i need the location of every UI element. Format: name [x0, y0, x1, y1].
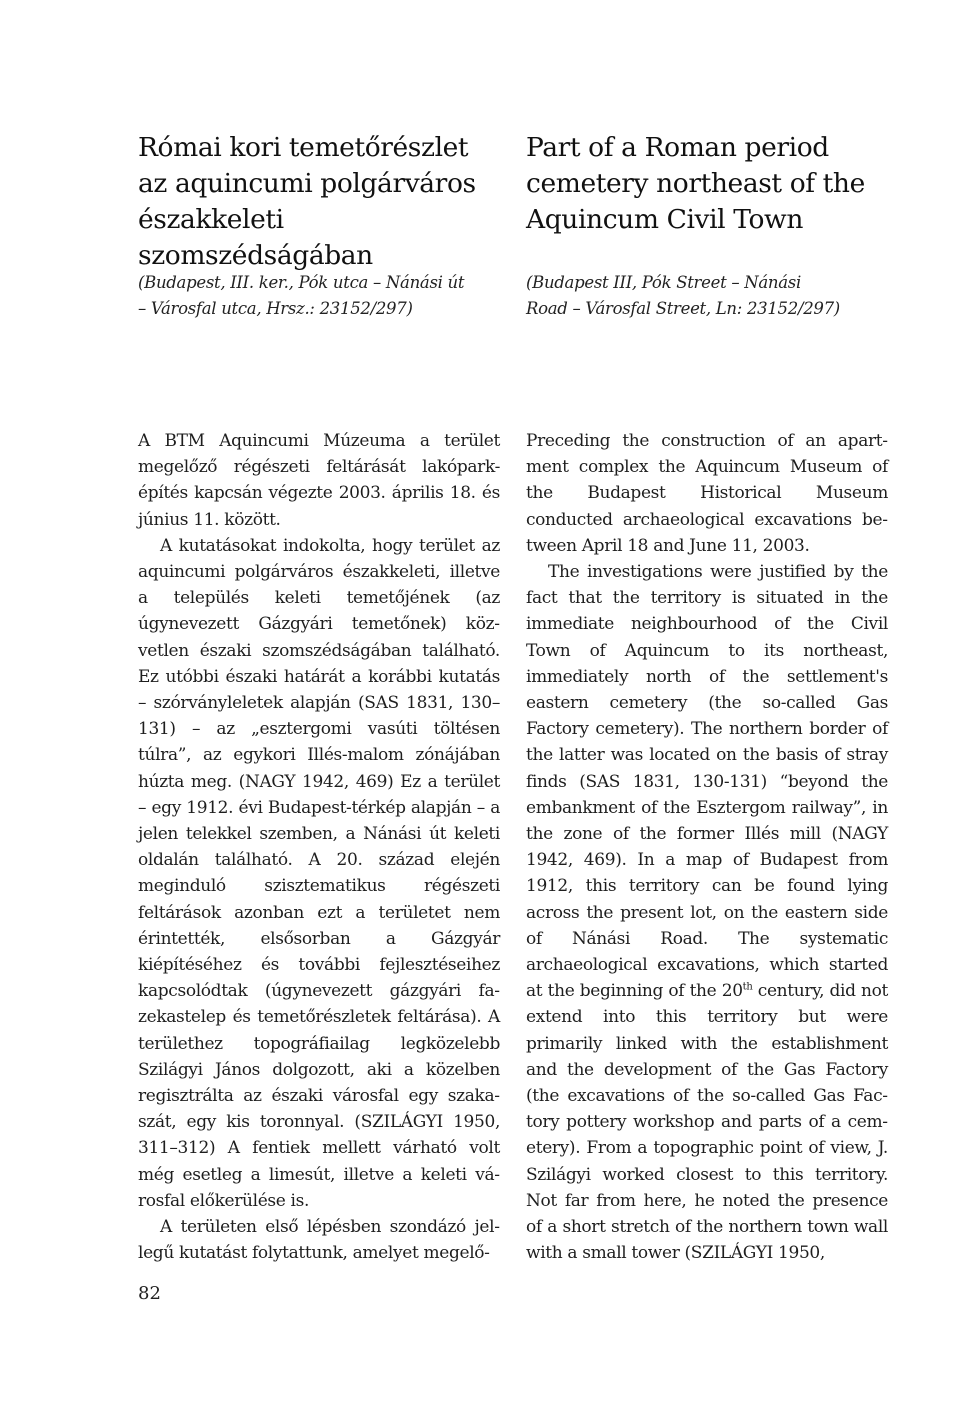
- english-paragraph-2: [526, 559, 888, 1266]
- english-paragraph-2-continued: century, did not extend into this territory but were primarily linked with the establishment and the development of the Gas Factory (the excavations of the so-called Gas Factory pottery workshop and parts of a cemetery). From a topographic point of view, J. Szilágyi worked closest to this territory. Not far from here, he noted the presence of a short stretch of the northern town wall with a small tower (SZILÁGYI 1950,: [526, 981, 888, 1264]
- english-title-line: Aquincum Civil Town: [526, 204, 803, 235]
- english-subtitle-line: (Budapest III, Pók Street – Nánási: [526, 273, 801, 292]
- page-number: 82: [138, 1283, 161, 1304]
- english-location-subtitle: [526, 270, 888, 322]
- english-title-line: cemetery northeast of the: [526, 168, 865, 199]
- hungarian-subtitle-line: (Budapest, III. ker., Pók utca – Nánási út: [138, 273, 465, 292]
- english-paragraph-2-text: The investigations were justified by the fact that the territory is situated in the immediate neighbourhood of the Civil Town of Aquincum to its northeast, immediately north of the settlement's eastern cemetery (the so-called Gas Factory cemetery). The northern border of the latter was located on the basis of stray finds (SAS 1831, 130-131) “beyond the embankment of the Esztergom railway”, in the zone of the former Illés mill (NAGY 1942, 469). In a map of Budapest from 1912, this territory can be found lying across the present lot, on the eastern side of Nánási Road. The systematic archaeological excavations, which started at the beginning of the: [526, 562, 888, 1002]
- english-subtitle-line: Road – Városfal Street, Ln: 23152/297): [526, 299, 840, 318]
- hungarian-title-line: Római kori temetőrészlet: [138, 132, 469, 163]
- hungarian-body-text: [138, 428, 500, 1267]
- english-paragraph-1: Preceding the construction of an apartment complex the Aquincum Museum of the Budapest Historical Museum conducted archaeological excavations between April 18 and June 11, 2003.: [526, 431, 888, 556]
- english-title: [526, 130, 898, 238]
- hungarian-title-line: az aquincumi polgárváros: [138, 168, 476, 199]
- hungarian-title: [138, 130, 510, 274]
- english-body-text: [526, 428, 888, 1267]
- hungarian-paragraph-2: A kutatásokat indokolta, hogy terület az aquincumi polgárváros északkeleti, illetve a település keleti temetőjének (az úgynevezett Gázgyári temetőnek) közvetlen északi szomszédságában található. Ez utóbbi északi határát a korábbi kutatás – szórványleletek alapján (SAS 1831, 130–131) – az „esztergomi vasúti töltésen túlra”, az egykori Illés-malom zónájában húzta meg. (NAGY 1942, 469) Ez a terület – egy 1912. évi Budapest-térkép alapján – a jelen telekkel szemben, a Nánási út keleti oldalán található. A 20. század elején meginduló szisztematikus régészeti feltárások azonban ezt a területet nem érintették, elsősorban a Gázgyár kiépítéséhez és további fejlesztéseihez kapcsolódtak (úgynevezett gázgyári fazekastelep és temetőrészletek feltárása). A területhez topográfiailag legközelebb Szilágyi János dolgozott, aki a közelben regisztrálta az északi városfal egy szakaszát, egy kis toronnyal. (SZILÁGYI 1950, 311–312) A fentiek mellett várható volt még esetleg a limesút, illetve a keleti városfal előkerülése is.: [138, 535, 500, 1211]
- hungarian-location-subtitle: [138, 270, 500, 322]
- century-number: 20: [721, 981, 743, 1002]
- hungarian-paragraph-1: A BTM Aquincumi Múzeuma a terület megelőző régészeti feltárását lakópark-építés kapcsán végezte 2003. április 18. és június 11. között.: [138, 431, 500, 530]
- english-title-line: Part of a Roman period: [526, 132, 829, 163]
- hungarian-title-line: északkeleti szomszédságában: [138, 204, 373, 271]
- hungarian-paragraph-3: A területen első lépésben szondázó jellegű kutatást folytattunk, amelyet megelő-: [138, 1217, 500, 1264]
- ordinal-suffix: th: [742, 981, 753, 993]
- hungarian-subtitle-line: – Városfal utca, Hrsz.: 23152/297): [138, 299, 413, 318]
